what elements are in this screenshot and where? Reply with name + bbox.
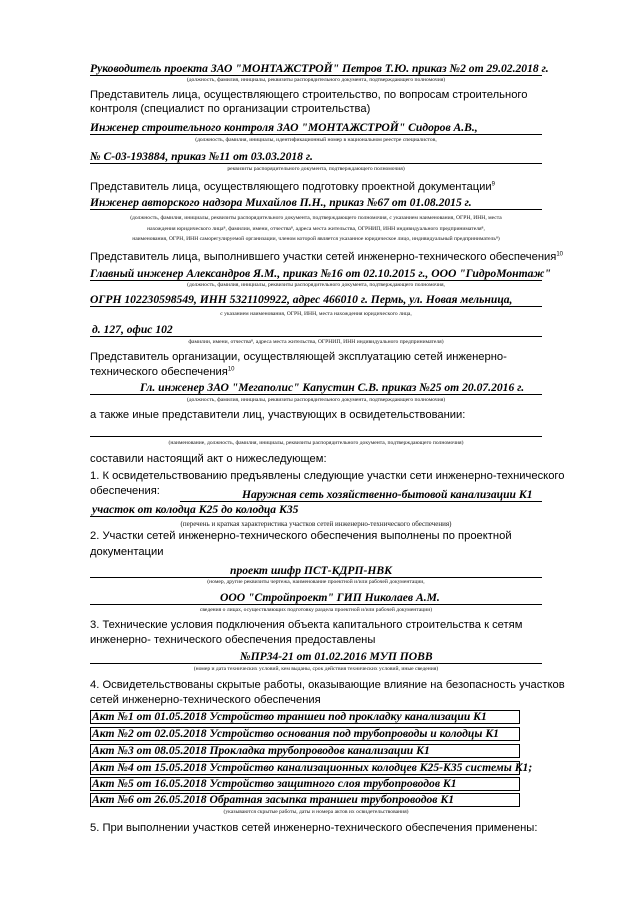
- contractor-requisites: ОГРН 102230598549, ИНН 5321109922, адрес 466010 г. Пермь, ул. Новая мельница,: [90, 293, 513, 306]
- other-representatives: а также иные представители лиц, участвующих в освидетельствовании:: [90, 409, 466, 421]
- construction-control-heading-2: контроля (специалист по организации строительства): [90, 103, 371, 115]
- underline: [180, 501, 542, 502]
- construction-control-heading: Представитель лица, осуществляющего строительство, по вопросам строительного: [90, 89, 528, 101]
- contractor-heading: Представитель лица, выполнившего участки сетей инженерно-технического обеспечения$^{10}$: [90, 251, 564, 263]
- caption: (должность, фамилия, инициалы, реквизиты распорядительного документа, подтверждающего полномочия): [186, 77, 446, 83]
- item-2-text-2: документации: [90, 546, 164, 558]
- underline: [90, 436, 542, 437]
- caption: реквизиты распорядительного документа, подтверждающего полномочия): [227, 166, 405, 172]
- caption: с указанием наименования, ОГРН, ИНН, места нахождения юридического лица,: [220, 311, 412, 317]
- caption: (должность, фамилия, инициалы, реквизиты распорядительного документа, подтверждающего полномочия): [186, 397, 446, 403]
- construction-control-person: Инженер строительного контроля ЗАО "МОНТАЖСТРОЙ" Сидоров А.В.,: [90, 121, 478, 134]
- underline: [90, 336, 542, 337]
- item-1-text-2: обеспечения:: [90, 485, 160, 497]
- underline: [90, 306, 542, 307]
- caption: фамилии, имени, отчества⁸, адреса места жительства, ОГРНИП, ИНН индивидуального предпринимателя): [188, 339, 444, 345]
- caption: (должность, фамилия, инициалы, реквизиты распорядительного документа, подтверждающего полномочия,: [187, 282, 445, 288]
- caption: наименования, ОГРН, ИНН саморегулируемой организации, членом которой является указанное юридическое лицо, индивидуальный предприниматель⁸): [132, 236, 500, 242]
- item-5-text: 5. При выполнении участков сетей инженерно-технического обеспечения применены:: [90, 822, 538, 834]
- item-3-conditions: №ПР34-21 от 01.02.2016 МУП ПОВВ: [240, 650, 433, 663]
- act-row-text: Акт №5 от 16.05.2018 Устройство защитного слоя трубопроводов К1: [92, 777, 457, 790]
- caption: (номер и дата технических условий, кем выданы, срок действия технических условий, иные сведения): [193, 666, 439, 672]
- caption: (наименование, должность, фамилия, инициалы, реквизиты распорядительного документа, подтверждающего полномочия): [168, 440, 464, 446]
- item-2-text: 2. Участки сетей инженерно-технического обеспечения выполнены по проектной: [90, 530, 512, 542]
- item-2-designer: ООО "Стройпроект" ГИП Николаев А.М.: [220, 591, 440, 604]
- contractor-address: д. 127, офис 102: [92, 323, 173, 336]
- act-row-text: Акт №4 от 15.05.2018 Устройство канализационных колодцев К25-К35 системы К1;: [92, 761, 533, 774]
- item-3-text-2: инженерно- технического обеспечения предоставлены: [90, 634, 376, 646]
- underline: [90, 75, 542, 76]
- underline: [90, 394, 542, 395]
- contractor-person: Главный инженер Александров Я.М., приказ №16 от 02.10.2015 г., ООО "ГидроМонтаж": [90, 267, 551, 280]
- caption: (должность, фамилия, инициалы, реквизиты распорядительного документа, подтверждающего полномочия, с указанием наименования, ОГРН, ИНН, места: [130, 215, 502, 221]
- act-intro: составили настоящий акт о нижеследующем:: [90, 453, 327, 465]
- underline: [90, 604, 542, 605]
- caption: (перечень и краткая характеристика участков сетей инженерно-технического обеспечения): [180, 520, 452, 528]
- operator-heading: Представитель организации, осуществляющей эксплуатацию сетей инженерно-: [90, 351, 507, 363]
- underline: [90, 663, 542, 664]
- item-4-text-2: сетей инженерно-технического обеспечения: [90, 694, 321, 706]
- caption: (должность, фамилия, инициалы, идентификационный номер в национальном реестре специалистов,: [195, 137, 437, 143]
- act-row-text: Акт №3 от 08.05.2018 Прокладка трубопроводов канализации К1: [92, 744, 430, 757]
- project-manager-line: Руководитель проекта ЗАО "МОНТАЖСТРОЙ" Петров Т.Ю. приказ №2 от 29.02.2018 г.: [90, 62, 549, 75]
- caption: нахождения юридического лица⁸, фамилии, имени, отчества⁸, адреса места жительства, ОГРНИП, ИНН индивидуального предпринимателя⁸,: [147, 226, 485, 232]
- operator-person: Гл. инженер ЗАО "Мегаполис" Капустин С.В. приказ №25 от 20.07.2016 г.: [140, 381, 525, 394]
- footnote-marker: 9: [491, 181, 495, 188]
- act-row-text: Акт №2 от 02.05.2018 Устройство основания под трубопроводы и колодцы К1: [92, 727, 499, 740]
- caption: (номер, другие реквизиты чертежа, наименование проектной и/или рабочей документации,: [207, 579, 425, 585]
- underline: [90, 516, 270, 517]
- construction-control-order: № С-03-193884, приказ №11 от 03.03.2018 г.: [90, 150, 313, 163]
- underline: [90, 163, 542, 164]
- underline: [90, 577, 542, 578]
- item-3-text: 3. Технические условия подключения объекта капитального строительства к сетям: [90, 619, 523, 631]
- underline: [90, 134, 542, 135]
- item-4-text: 4. Освидетельствованы скрытые работы, оказывающие влияние на безопасность участков: [90, 679, 565, 691]
- underline: [90, 209, 542, 210]
- item-1-network: Наружная сеть хозяйственно-бытовой канализации К1: [242, 488, 533, 501]
- operator-heading-2: технического обеспечения$^{10}$: [90, 366, 235, 378]
- footnote-marker: 10: [227, 366, 235, 373]
- act-row-text: Акт №6 от 26.05.2018 Обратная засыпка траншеи трубопроводов К1: [92, 793, 455, 806]
- item-1-text: 1. К освидетельствованию предъявлены следующие участки сети инженерно-технического: [90, 470, 565, 482]
- designer-person: Инженер авторского надзора Михайлов П.Н., приказ №67 от 01.08.2015 г.: [90, 196, 472, 209]
- item-2-project: проект шифр ПСТ-КДРП-НВК: [230, 564, 392, 577]
- caption: сведения о лицах, осуществляющих подготовку раздела проектной и/или рабочей документации): [199, 607, 433, 613]
- item-1-section: участок от колодца К25 до колодца К35: [92, 503, 299, 516]
- underline: [90, 280, 542, 281]
- caption: (указываются скрытые работы, даты и номера актов их освидетельствования): [223, 809, 409, 815]
- footnote-marker: 10: [556, 251, 564, 258]
- act-row-text: Акт №1 от 01.05.2018 Устройство траншеи под прокладку канализации К1: [92, 710, 487, 723]
- designer-heading: Представитель лица, осуществляющего подготовку проектной документации$^9$: [90, 181, 495, 193]
